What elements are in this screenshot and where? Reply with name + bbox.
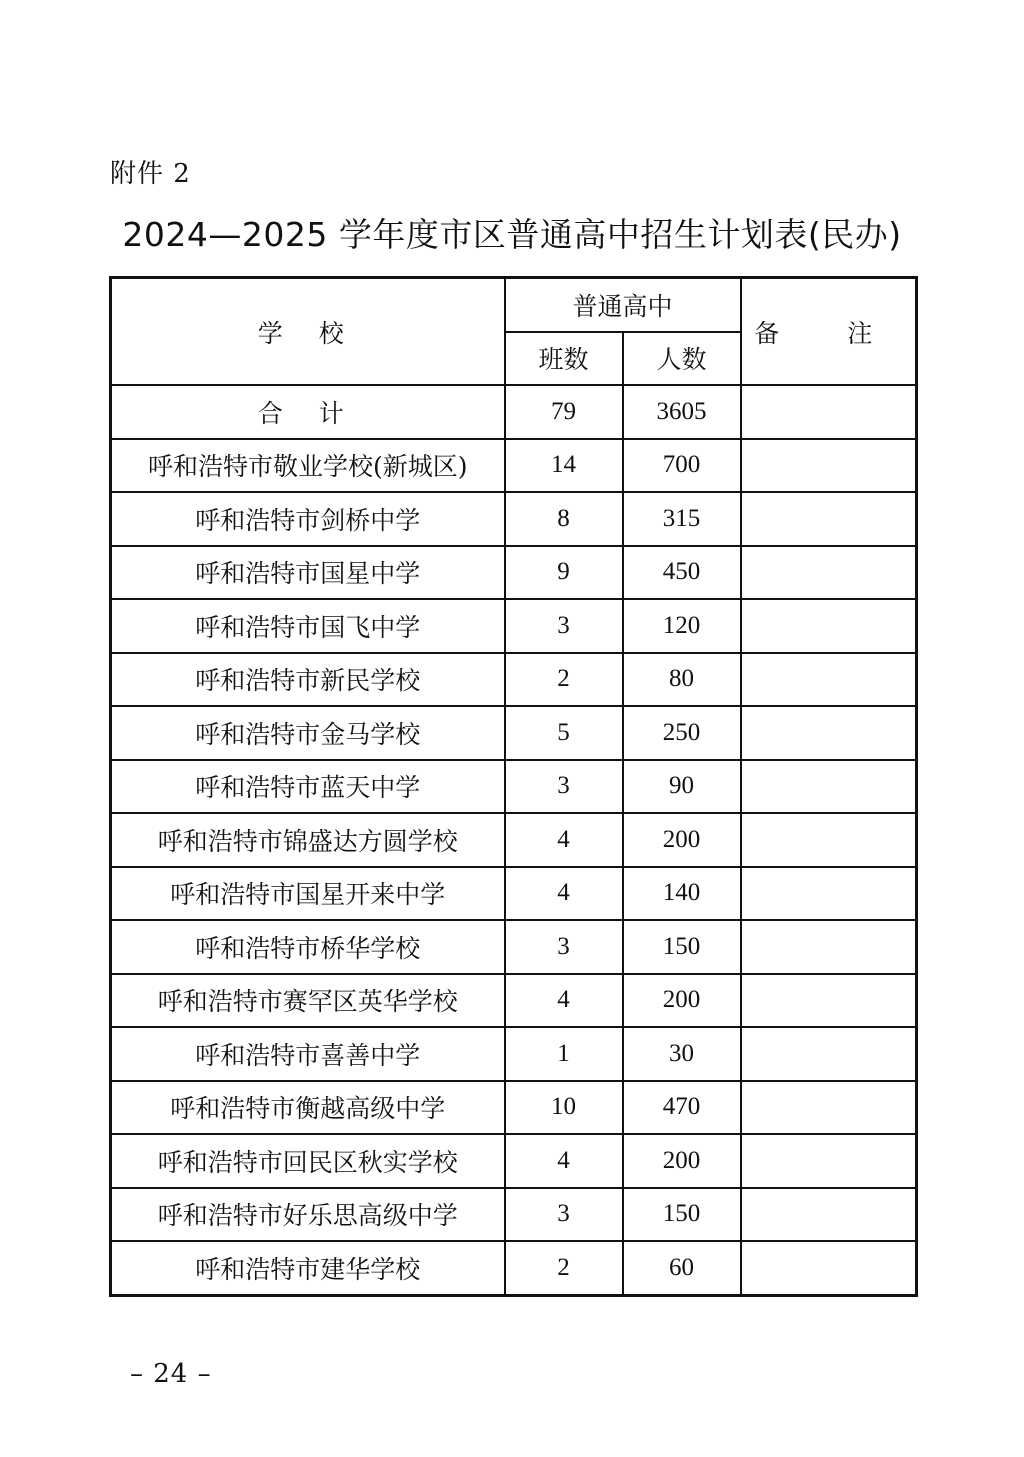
student-count: 200	[623, 974, 741, 1028]
remarks-cell	[741, 813, 917, 867]
class-count: 3	[505, 920, 623, 974]
class-count: 3	[505, 760, 623, 814]
total-row	[111, 385, 917, 439]
table-row	[111, 974, 917, 1028]
class-count: 2	[505, 1241, 623, 1295]
total-students: 3605	[623, 385, 741, 439]
remarks-cell	[741, 492, 917, 546]
class-count: 2	[505, 653, 623, 707]
remarks-cell	[741, 439, 917, 493]
student-count: 450	[623, 546, 741, 600]
table-row	[111, 760, 917, 814]
class-count: 3	[505, 599, 623, 653]
school-name: 呼和浩特市国飞中学	[111, 599, 505, 653]
school-name: 呼和浩特市回民区秋实学校	[111, 1134, 505, 1188]
total-remarks	[741, 385, 917, 439]
remarks-cell	[741, 706, 917, 760]
class-count: 9	[505, 546, 623, 600]
school-name: 呼和浩特市敬业学校(新城区)	[111, 439, 505, 493]
class-count: 4	[505, 974, 623, 1028]
remarks-cell	[741, 1027, 917, 1081]
school-name: 呼和浩特市剑桥中学	[111, 492, 505, 546]
class-count: 8	[505, 492, 623, 546]
student-count: 470	[623, 1081, 741, 1135]
school-name: 呼和浩特市新民学校	[111, 653, 505, 707]
table-row	[111, 1081, 917, 1135]
total-label: 合 计	[111, 385, 505, 439]
student-count: 30	[623, 1027, 741, 1081]
total-classes: 79	[505, 385, 623, 439]
class-count: 5	[505, 706, 623, 760]
table-row	[111, 1241, 917, 1295]
table-row	[111, 920, 917, 974]
remarks-cell	[741, 653, 917, 707]
table-row	[111, 867, 917, 921]
school-name: 呼和浩特市国星开来中学	[111, 867, 505, 921]
class-count: 4	[505, 813, 623, 867]
school-name: 呼和浩特市赛罕区英华学校	[111, 974, 505, 1028]
header-remarks: 备 注	[741, 278, 917, 386]
document-title: 2024—2025 学年度市区普通高中招生计划表(民办)	[122, 215, 902, 254]
student-count: 60	[623, 1241, 741, 1295]
table-row	[111, 1134, 917, 1188]
student-count: 150	[623, 1188, 741, 1242]
student-count: 120	[623, 599, 741, 653]
table-row	[111, 546, 917, 600]
class-count: 14	[505, 439, 623, 493]
remarks-cell	[741, 599, 917, 653]
school-name: 呼和浩特市桥华学校	[111, 920, 505, 974]
class-count: 4	[505, 867, 623, 921]
student-count: 140	[623, 867, 741, 921]
student-count: 315	[623, 492, 741, 546]
remarks-cell	[741, 760, 917, 814]
table-row	[111, 813, 917, 867]
header-students: 人数	[623, 332, 741, 386]
remarks-cell	[741, 867, 917, 921]
remarks-cell	[741, 1241, 917, 1295]
remarks-cell	[741, 546, 917, 600]
remarks-cell	[741, 920, 917, 974]
header-general-high-school: 普通高中	[505, 278, 741, 332]
class-count: 4	[505, 1134, 623, 1188]
student-count: 250	[623, 706, 741, 760]
school-name: 呼和浩特市建华学校	[111, 1241, 505, 1295]
student-count: 200	[623, 1134, 741, 1188]
table-row	[111, 492, 917, 546]
attachment-label: 附件 2	[110, 159, 191, 189]
header-classes: 班数	[505, 332, 623, 386]
school-name: 呼和浩特市衡越高级中学	[111, 1081, 505, 1135]
remarks-cell	[741, 1134, 917, 1188]
table-row	[111, 1188, 917, 1242]
header-row	[111, 278, 917, 332]
header-school: 学 校	[111, 278, 505, 386]
remarks-cell	[741, 1081, 917, 1135]
student-count: 80	[623, 653, 741, 707]
school-name: 呼和浩特市好乐思高级中学	[111, 1188, 505, 1242]
class-count: 3	[505, 1188, 623, 1242]
student-count: 150	[623, 920, 741, 974]
table-row	[111, 1027, 917, 1081]
table-row	[111, 599, 917, 653]
class-count: 10	[505, 1081, 623, 1135]
student-count: 200	[623, 813, 741, 867]
table-row	[111, 653, 917, 707]
remarks-cell	[741, 1188, 917, 1242]
school-name: 呼和浩特市蓝天中学	[111, 760, 505, 814]
remarks-cell	[741, 974, 917, 1028]
school-name: 呼和浩特市锦盛达方圆学校	[111, 813, 505, 867]
table-row	[111, 439, 917, 493]
student-count: 90	[623, 760, 741, 814]
enrollment-plan-table	[109, 276, 918, 1297]
table-row	[111, 706, 917, 760]
school-name: 呼和浩特市国星中学	[111, 546, 505, 600]
student-count: 700	[623, 439, 741, 493]
school-name: 呼和浩特市喜善中学	[111, 1027, 505, 1081]
class-count: 1	[505, 1027, 623, 1081]
page-number: – 24 –	[130, 1359, 212, 1389]
school-name: 呼和浩特市金马学校	[111, 706, 505, 760]
